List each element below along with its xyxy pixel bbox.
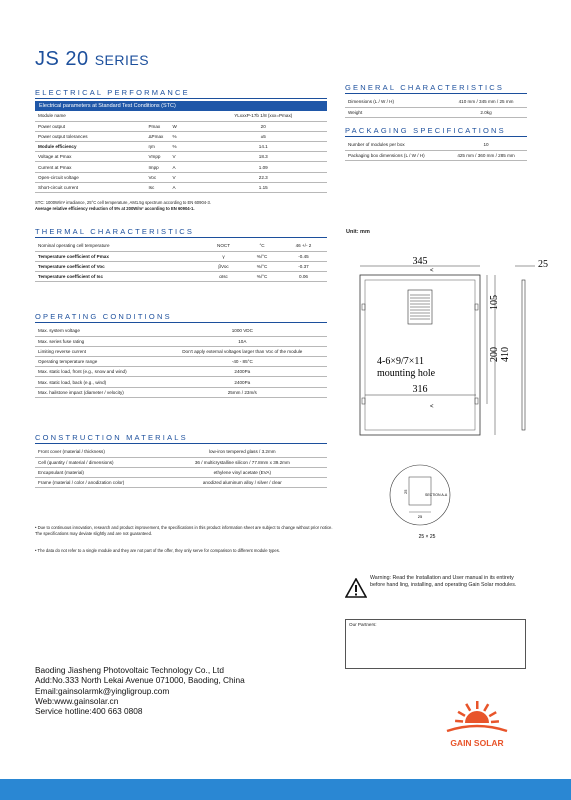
param-unit: A: [169, 162, 199, 172]
section-profile: [409, 477, 431, 505]
param-label: Encapsulant (material): [35, 467, 158, 477]
param-label: Front cover (material / thickness): [35, 447, 158, 457]
param-label: Packaging box dimensions (L / W / H): [345, 150, 445, 160]
param-label: Short-circuit current: [35, 182, 145, 192]
param-label: Frame (material / color / anodization color): [35, 478, 158, 488]
param-value: -0.45: [280, 251, 327, 261]
param-label: Dimensions (L / W / H): [345, 97, 445, 107]
partners-box: [345, 619, 526, 669]
electrical-table: [35, 111, 327, 193]
param-value: YLxxxP-17b 1/8 (xxx=Pmax): [199, 111, 327, 121]
param-value: 2400Pa: [158, 377, 327, 387]
param-value: 25mm / 23m/s: [158, 387, 327, 397]
thermal-table: [35, 241, 327, 282]
param-value: 2400Pa: [158, 367, 327, 377]
series-suffix: SERIES: [94, 52, 150, 68]
param-label: Limiting reverse current: [35, 346, 158, 356]
junction-box-lines: [410, 295, 430, 319]
param-label: Power output tolerances: [35, 131, 145, 141]
construction-table: [35, 447, 327, 488]
table-row: [35, 162, 327, 172]
table-row: [35, 272, 327, 282]
electrical-section: [35, 88, 327, 212]
table-row: [35, 367, 327, 377]
table-row: [35, 182, 327, 192]
holes-text: 4-6×9/7×11: [377, 356, 425, 367]
section-label: SECTION A-A: [425, 493, 448, 497]
section-dim-v-text: 25: [403, 489, 408, 494]
param-value: 425 mm / 360 mm / 285 mm: [445, 150, 527, 160]
param-label: Max. system voltage: [35, 326, 158, 336]
section-arrow-1: <: [430, 404, 434, 410]
param-label: Cell (quantity / material / dimensions): [35, 457, 158, 467]
table-row: [35, 447, 327, 457]
param-label: Open-circuit voltage: [35, 172, 145, 182]
param-value: 36 / multicrystalline silicon / 77.8mm x 39.2mm: [158, 457, 327, 467]
param-unit: %/°C: [244, 261, 280, 271]
param-symbol: ηm: [145, 142, 169, 152]
general-table: [345, 97, 527, 118]
construction-heading: CONSTRUCTION MATERIALS: [35, 433, 327, 444]
param-symbol: [145, 111, 169, 121]
param-symbol: Isc: [145, 182, 169, 192]
param-unit: A: [169, 182, 199, 192]
param-value: 22.3: [199, 172, 327, 182]
param-unit: V: [169, 172, 199, 182]
width-dim-text: 345: [412, 256, 428, 267]
param-value: ethylene vinyl acetate (EVA): [158, 467, 327, 477]
table-row: [35, 387, 327, 397]
table-row: [35, 111, 327, 121]
table-row: [345, 97, 527, 107]
table-row: [35, 326, 327, 336]
table-row: [35, 152, 327, 162]
operating-section: [35, 312, 327, 398]
table-row: [35, 261, 327, 271]
table-row: [35, 467, 327, 477]
param-unit: W: [169, 121, 199, 131]
param-value: 1000 VDC: [158, 326, 327, 336]
general-heading: GENERAL CHARACTERISTICS: [345, 83, 527, 94]
unit-label: Unit: mm: [346, 229, 370, 235]
param-value: 410 mm / 345 mm / 25 mm: [445, 97, 527, 107]
param-label: Max. static load, front (e.g., snow and wind): [35, 367, 158, 377]
electrical-note-1: STC: 1000W/m² irradiance, 25°C cell temperature, AM1.5g spectrum according to EN 60904-3.: [35, 200, 211, 205]
hole-tr: [475, 304, 478, 310]
hole-tl: [362, 304, 365, 310]
param-label: Number of modules per box: [345, 140, 445, 150]
holes-text-2: mounting hole: [377, 368, 436, 379]
param-label: Module name: [35, 111, 145, 121]
param-label: Current at Pmax: [35, 162, 145, 172]
table-row: [35, 241, 327, 251]
company-hotline: Service hotline:400 663 0808: [35, 706, 143, 717]
param-symbol: αIsc: [203, 272, 244, 282]
hole-br: [475, 398, 478, 404]
table-row: [35, 142, 327, 152]
logo-text: GAIN SOLAR: [450, 738, 504, 748]
section-dim: 25 × 25: [418, 534, 436, 540]
thermal-section: [35, 227, 327, 282]
param-value: Don't apply external voltages larger than Voc of the module: [158, 346, 327, 356]
param-label: Temperature coefficient of Pmax: [35, 251, 203, 261]
warning-icon: [345, 578, 367, 598]
table-row: [35, 251, 327, 261]
series-title: [35, 48, 149, 71]
hole-bl: [362, 398, 365, 404]
company-address: Add:No.333 North Lekai Avenue 071000, Baoding, China: [35, 675, 245, 686]
gain-solar-logo-icon: [437, 697, 517, 749]
table-row: [345, 140, 527, 150]
param-label: Max. hailstone impact (diameter / velocity): [35, 387, 158, 397]
param-unit: V: [169, 152, 199, 162]
param-label: Weight: [345, 107, 445, 117]
electrical-bar: Electrical parameters at Standard Test Conditions (STC): [35, 101, 327, 111]
param-value: 0.06: [280, 272, 327, 282]
param-symbol: NOCT: [203, 241, 244, 251]
table-row: [35, 346, 327, 356]
dim-105-text: 105: [489, 295, 500, 310]
param-value: 2.0kg: [445, 107, 527, 117]
packaging-heading: PACKAGING SPECIFICATIONS: [345, 126, 527, 137]
packaging-table: [345, 140, 527, 161]
param-unit: %: [169, 142, 199, 152]
general-section: [345, 83, 527, 118]
table-row: [35, 336, 327, 346]
contact-block: [35, 665, 245, 716]
section-dim-h-text: 25: [417, 514, 423, 519]
series-code: JS 20: [35, 48, 89, 70]
partners-label: Our Partners:: [349, 622, 377, 627]
table-row: [35, 121, 327, 131]
param-label: Nominal operating cell temperature: [35, 241, 203, 251]
param-label: Power output: [35, 121, 145, 131]
param-value: -0.37: [280, 261, 327, 271]
param-value: 1.15: [199, 182, 327, 192]
footer-bar: [0, 779, 571, 800]
table-row: [35, 457, 327, 467]
param-value: 20: [199, 121, 327, 131]
module-inner: [365, 280, 475, 430]
table-row: [35, 357, 327, 367]
dim-316-text: 316: [412, 384, 428, 395]
param-value: 14.1: [199, 142, 327, 152]
thermal-heading: THERMAL CHARACTERISTICS: [35, 227, 327, 238]
table-row: [345, 107, 527, 117]
param-value: 10: [445, 140, 527, 150]
param-symbol: Impp: [145, 162, 169, 172]
table-row: [345, 150, 527, 160]
param-label: Max. series fuse rating: [35, 336, 158, 346]
param-symbol: Vmpp: [145, 152, 169, 162]
param-label: Operating temperature range: [35, 357, 158, 367]
depth-dim-text: 25: [538, 259, 548, 270]
param-value: anodized aluminum alloy / silver / clear: [158, 478, 327, 488]
param-label: Temperature coefficient of Isc: [35, 272, 203, 282]
param-unit: %/°C: [244, 272, 280, 282]
operating-heading: OPERATING CONDITIONS: [35, 312, 327, 323]
param-symbol: Pmax: [145, 121, 169, 131]
param-label: Voltage at Pmax: [35, 152, 145, 162]
param-value: low-iron tempered glass / 3.2mm: [158, 447, 327, 457]
param-unit: %/°C: [244, 251, 280, 261]
param-value: ±5: [199, 131, 327, 141]
table-row: [35, 172, 327, 182]
param-label: Module efficiency: [35, 142, 145, 152]
param-value: -40 - 85°C: [158, 357, 327, 367]
dim-200-text: 200: [489, 347, 500, 362]
side-view: [522, 280, 525, 430]
param-value: 10A: [158, 336, 327, 346]
param-value: 18.3: [199, 152, 327, 162]
disclaimer-2: • The data do not refer to a single module and they are not part of the offer, they only serve for comparison to different module types.: [35, 548, 280, 553]
param-label: Temperature coefficient of Voc: [35, 261, 203, 271]
disclaimer-1: • Due to continuous innovation, research and product improvement, the specifications in this product information sheet are subject to change without prior notice. The specifications may deviate slightly and are not guaranteed.: [35, 525, 333, 536]
param-unit: %: [169, 131, 199, 141]
electrical-heading: ELECTRICAL PERFORMANCE: [35, 88, 327, 99]
param-label: Max. static load, back (e.g., wind): [35, 377, 158, 387]
warning-text: Warning: Read the Installation and User manual in its entirety before hand ling, installing, and operating Gain Solar modules.: [370, 575, 517, 588]
section-arrow-2: <: [430, 268, 434, 274]
param-value: 1.09: [199, 162, 327, 172]
table-row: [35, 131, 327, 141]
company-name: Baoding Jiasheng Photovoltaic Technology Co., Ltd: [35, 665, 224, 675]
dim-410-text: 410: [500, 347, 511, 362]
table-row: [35, 377, 327, 387]
construction-section: [35, 433, 327, 488]
company-email[interactable]: Email:gainsolarmk@yingligroup.com: [35, 685, 170, 696]
param-unit: [169, 111, 199, 121]
param-symbol: βVoc: [203, 261, 244, 271]
param-value: 46 +/- 2: [280, 241, 327, 251]
module-outline: [360, 275, 480, 435]
electrical-note-2: Average relative efficiency reduction of 5% at 200W/m² according to EN 60904-1.: [35, 205, 195, 211]
packaging-section: [345, 126, 527, 161]
company-web[interactable]: Web:www.gainsolar.cn: [35, 695, 119, 706]
operating-table: [35, 326, 327, 398]
param-symbol: ΔPmax: [145, 131, 169, 141]
param-symbol: Voc: [145, 172, 169, 182]
module-drawing: [345, 240, 560, 550]
param-symbol: γ: [203, 251, 244, 261]
param-unit: °C: [244, 241, 280, 251]
table-row: [35, 478, 327, 488]
